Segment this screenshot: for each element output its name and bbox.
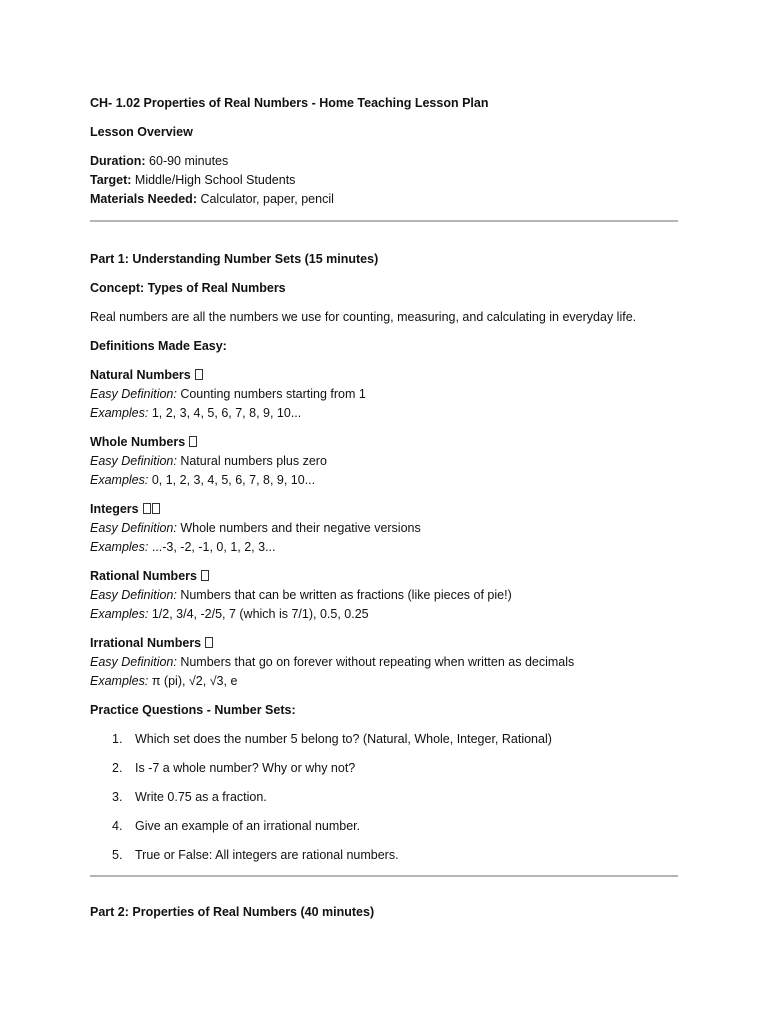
definition-text: Natural numbers plus zero	[176, 454, 327, 468]
number-set-title: Natural Numbers	[90, 368, 191, 382]
number-set-name	[90, 634, 678, 653]
number-set-block	[90, 567, 678, 624]
definition-label: Easy Definition:	[90, 454, 177, 468]
list-item	[90, 846, 678, 865]
question-text: Is -7 a whole number? Why or why not?	[135, 761, 356, 775]
definition-text: Numbers that go on forever without repeating when written as decimals	[176, 655, 575, 669]
definition-line	[90, 452, 678, 471]
number-set-block	[90, 500, 678, 557]
examples-label: Examples:	[90, 607, 149, 621]
definition-line	[90, 653, 678, 672]
document-content	[90, 94, 678, 922]
missing-glyph-icon	[152, 503, 160, 514]
list-item	[90, 788, 678, 807]
missing-glyph-icon	[195, 369, 203, 380]
question-text: Which set does the number 5 belong to? (Natural, Whole, Integer, Rational)	[135, 732, 552, 746]
examples-line	[90, 605, 678, 624]
list-item	[90, 817, 678, 836]
definition-text: Numbers that can be written as fractions (like pieces of pie!)	[176, 588, 512, 602]
materials-value: Calculator, paper, pencil	[196, 192, 334, 206]
target-line	[90, 171, 678, 190]
question-text: Write 0.75 as a fraction.	[135, 790, 267, 804]
question-text: Give an example of an irrational number.	[135, 819, 361, 833]
definition-label: Easy Definition:	[90, 521, 177, 535]
number-set-title: Irrational Numbers	[90, 636, 202, 650]
list-item	[90, 730, 678, 749]
target-value: Middle/High School Students	[131, 173, 296, 187]
examples-label: Examples:	[90, 473, 149, 487]
definitions-heading: Definitions Made Easy:	[90, 339, 227, 353]
list-item	[90, 759, 678, 778]
definition-label: Easy Definition:	[90, 655, 177, 669]
examples-text: 1, 2, 3, 4, 5, 6, 7, 8, 9, 10...	[148, 406, 302, 420]
part2-heading: Part 2: Properties of Real Numbers (40 minutes)	[90, 905, 375, 919]
document-title: CH- 1.02 Properties of Real Numbers - Home Teaching Lesson Plan	[90, 96, 489, 110]
definition-label: Easy Definition:	[90, 588, 177, 602]
missing-glyph-icon	[201, 570, 209, 581]
examples-line	[90, 404, 678, 423]
number-set-block	[90, 366, 678, 423]
question-number: 3.	[112, 790, 123, 804]
question-text: True or False: All integers are rational numbers.	[135, 848, 399, 862]
examples-line	[90, 471, 678, 490]
duration-label: Duration:	[90, 154, 146, 168]
number-set-name	[90, 567, 678, 586]
missing-glyph-icon	[189, 436, 197, 447]
examples-text: ...-3, -2, -1, 0, 1, 2, 3...	[148, 540, 276, 554]
examples-label: Examples:	[90, 540, 149, 554]
examples-text: π (pi), √2, √3, e	[148, 674, 238, 688]
definition-text: Whole numbers and their negative versions	[176, 521, 421, 535]
examples-text: 0, 1, 2, 3, 4, 5, 6, 7, 8, 9, 10...	[148, 473, 316, 487]
question-number: 5.	[112, 848, 123, 862]
materials-label: Materials Needed:	[90, 192, 197, 206]
number-set-title: Rational Numbers	[90, 569, 197, 583]
number-set-title: Integers	[90, 502, 139, 516]
missing-glyph-icon	[205, 637, 213, 648]
number-set-block	[90, 433, 678, 490]
question-number: 4.	[112, 819, 123, 833]
number-set-block	[90, 634, 678, 691]
duration-value: 60-90 minutes	[145, 154, 229, 168]
part1-heading: Part 1: Understanding Number Sets (15 minutes)	[90, 252, 379, 266]
practice-heading: Practice Questions - Number Sets:	[90, 703, 296, 717]
examples-line	[90, 672, 678, 691]
duration-line	[90, 152, 678, 171]
number-set-title: Whole Numbers	[90, 435, 186, 449]
concept-heading: Concept: Types of Real Numbers	[90, 281, 286, 295]
target-label: Target:	[90, 173, 132, 187]
number-set-name	[90, 500, 678, 519]
examples-label: Examples:	[90, 406, 149, 420]
missing-glyph-icon	[143, 503, 151, 514]
definition-line	[90, 385, 678, 404]
number-set-name	[90, 433, 678, 452]
examples-line	[90, 538, 678, 557]
question-number: 2.	[112, 761, 123, 775]
examples-text: 1/2, 3/4, -2/5, 7 (which is 7/1), 0.5, 0.25	[148, 607, 369, 621]
definition-line	[90, 519, 678, 538]
definition-label: Easy Definition:	[90, 387, 177, 401]
practice-question-list	[90, 730, 678, 865]
definition-text: Counting numbers starting from 1	[176, 387, 366, 401]
definition-line	[90, 586, 678, 605]
lesson-overview-heading: Lesson Overview	[90, 125, 193, 139]
intro-paragraph: Real numbers are all the numbers we use for counting, measuring, and calculating in everyday life.	[90, 310, 637, 324]
materials-line	[90, 190, 678, 209]
examples-label: Examples:	[90, 674, 149, 688]
question-number: 1.	[112, 732, 123, 746]
number-set-name	[90, 366, 678, 385]
